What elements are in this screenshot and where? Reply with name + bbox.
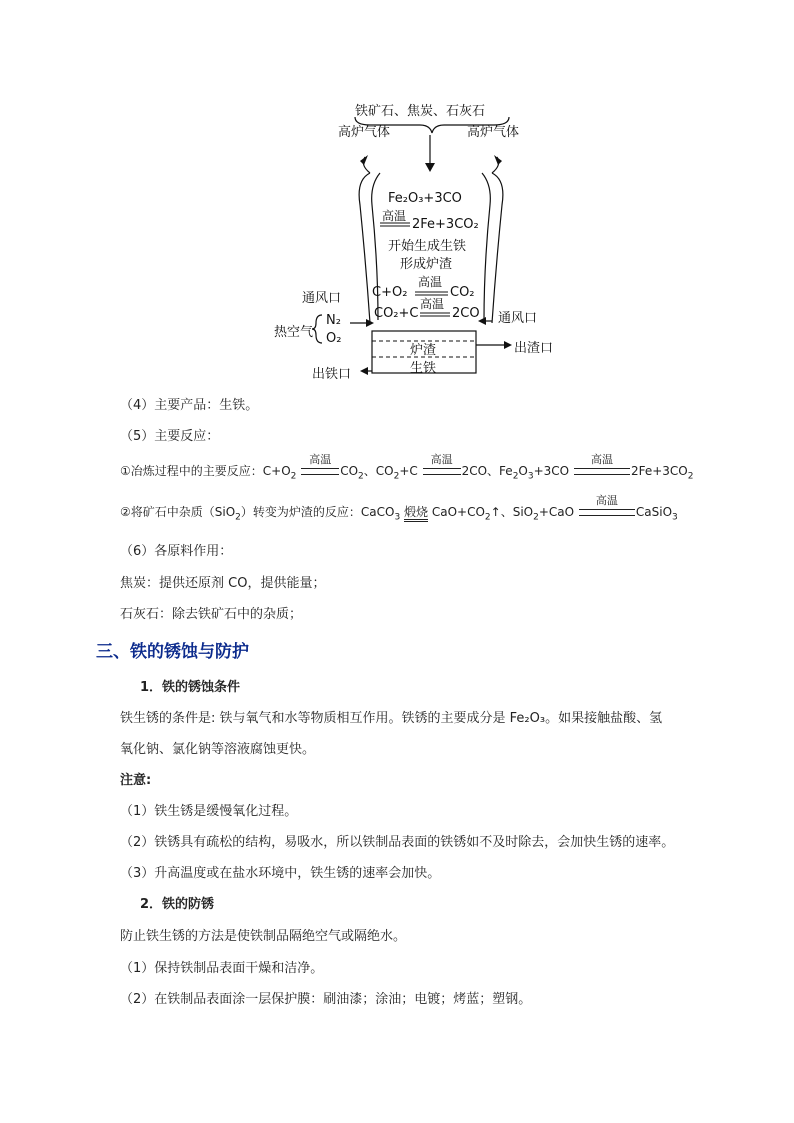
- r1-sep: 、CO: [363, 464, 394, 478]
- reaction-line-2: ②将矿石中杂质（SiO$_2$）转变为炉渣的反应：CaCO$_3$ 煅烧 $CaO+CO_2↑$、SiO$_2$+CaO 高温 CaSiO$_3$: [120, 494, 678, 523]
- note-2: （2）铁锈具有疏松的结构，易吸水，所以铁制品表面的铁锈如不及时除去，会加快生锈的速率。: [120, 835, 675, 850]
- diagram-hot-air: 热空气: [274, 325, 314, 340]
- prevention-2: （2）在铁制品表面涂一层保护膜：刷油漆；涂油；电镀；烤蓝；塑钢。: [120, 992, 532, 1007]
- item-4: （4）主要产品：生铁。: [120, 398, 259, 413]
- diagram-r1-condition: 高温: [382, 209, 407, 223]
- r2-after-3: +CaO: [538, 505, 575, 519]
- diagram-raw-materials: 铁矿石、焦炭、石灰石: [355, 104, 486, 119]
- note-3: （3）升高温度或在盐水环境中，铁生锈的速率会加快。: [120, 866, 441, 881]
- r1-fe-rest: +3CO: [533, 464, 570, 478]
- blast-furnace-diagram: [260, 95, 560, 385]
- prevention-1: （1）保持铁制品表面干燥和洁净。: [120, 961, 324, 976]
- item-5: （5）主要反应：: [120, 429, 220, 444]
- item-6: （6）各原料作用：: [120, 544, 233, 559]
- diagram-r1-products: 2Fe+3CO₂: [412, 217, 479, 232]
- diagram-r3-reactants: CO₂+C: [374, 306, 419, 321]
- diagram-r3-condition: 高温: [420, 297, 445, 311]
- section-3-title: 三、铁的锈蚀与防护: [96, 642, 249, 662]
- diagram-form-slag: 形成炉渣: [400, 257, 453, 272]
- r1-eq-c: [574, 453, 630, 478]
- r1-a-product: CO: [340, 464, 359, 478]
- r1-eq-b: [423, 453, 461, 478]
- coke-role: 焦炭：提供还原剂 CO，提供能量；: [120, 576, 326, 591]
- diagram-start-iron: 开始生成生铁: [388, 239, 467, 254]
- diagram-iron-outlet: 出铁口: [312, 367, 352, 382]
- r2-after-2: ↑、SiO: [490, 505, 534, 519]
- diagram-r2-condition: 高温: [418, 275, 443, 289]
- reaction-line-1: ①冶炼过程中的主要反应：$C+O_2$ 高温 $CO_2$、$CO_2+C$ 高温 2CO、$Fe_2O_3+3CO$ 高温 $2Fe+3CO_2$: [120, 453, 694, 482]
- limestone-role: 石灰石：除去铁矿石中的杂质；: [120, 607, 303, 622]
- r1-b-condition: 高温: [430, 453, 453, 466]
- diagram-slag-outlet: 出渣口: [514, 341, 554, 356]
- diagram-gas-left: 高炉气体: [338, 125, 391, 140]
- diagram-r3-products: 2CO: [452, 306, 480, 321]
- diagram-iron-layer: 生铁: [410, 361, 437, 376]
- r1-b-product: 2CO、Fe: [461, 464, 513, 478]
- subsection-1-title: 1．铁的锈蚀条件: [140, 680, 241, 695]
- r2-after: CaO+CO: [428, 505, 485, 519]
- diagram-o2: O₂: [326, 331, 342, 346]
- r1-c-condition: 高温: [590, 453, 613, 466]
- diagram-r2-products: CO₂: [450, 285, 475, 300]
- r1-sep-b: +C: [399, 464, 418, 478]
- r1-a-condition: 高温: [309, 453, 332, 466]
- diagram-r2-reactants: C+O₂: [372, 285, 408, 300]
- r2-prefix: ②将矿石中杂质（SiO: [120, 505, 236, 519]
- r1-fe-o: O: [518, 464, 528, 478]
- subsection-2-title: 2．铁的防锈: [140, 897, 215, 912]
- r2-eq: [579, 494, 635, 519]
- diagram-air-inlet-left: 通风口: [302, 291, 342, 306]
- diagram-slag-layer: 炉渣: [410, 343, 437, 358]
- r2-product: CaSiO: [635, 505, 673, 519]
- r1-prefix: ①冶炼过程中的主要反应：C+O: [120, 464, 291, 478]
- r2-calcination: 煅烧: [404, 505, 428, 522]
- prevention-principle: 防止铁生锈的方法是使铁制品隔绝空气或隔绝水。: [120, 929, 407, 944]
- rust-paragraph-line-1: 铁生锈的条件是: 铁与氧气和水等物质相互作用。铁锈的主要成分是 Fe₂O₃。如果接触盐酸、氢: [120, 711, 663, 726]
- r2-condition: 高温: [595, 494, 618, 507]
- r2-mid: ）转变为炉渣的反应：CaCO: [240, 505, 395, 519]
- diagram-gas-right: 高炉气体: [467, 125, 520, 140]
- diagram-r1-reactants: Fe₂O₃+3CO: [388, 191, 462, 206]
- note-1: （1）铁生锈是缓慢氧化过程。: [120, 804, 298, 819]
- r1-eq-a: [301, 453, 339, 478]
- r1-c-product: 2Fe+3CO: [630, 464, 688, 478]
- note-label: 注意:: [120, 773, 152, 788]
- diagram-n2: N₂: [326, 313, 341, 328]
- rust-paragraph-line-2: 氧化钠、氯化钠等溶液腐蚀更快。: [120, 742, 316, 757]
- diagram-air-inlet-right: 通风口: [498, 311, 538, 326]
